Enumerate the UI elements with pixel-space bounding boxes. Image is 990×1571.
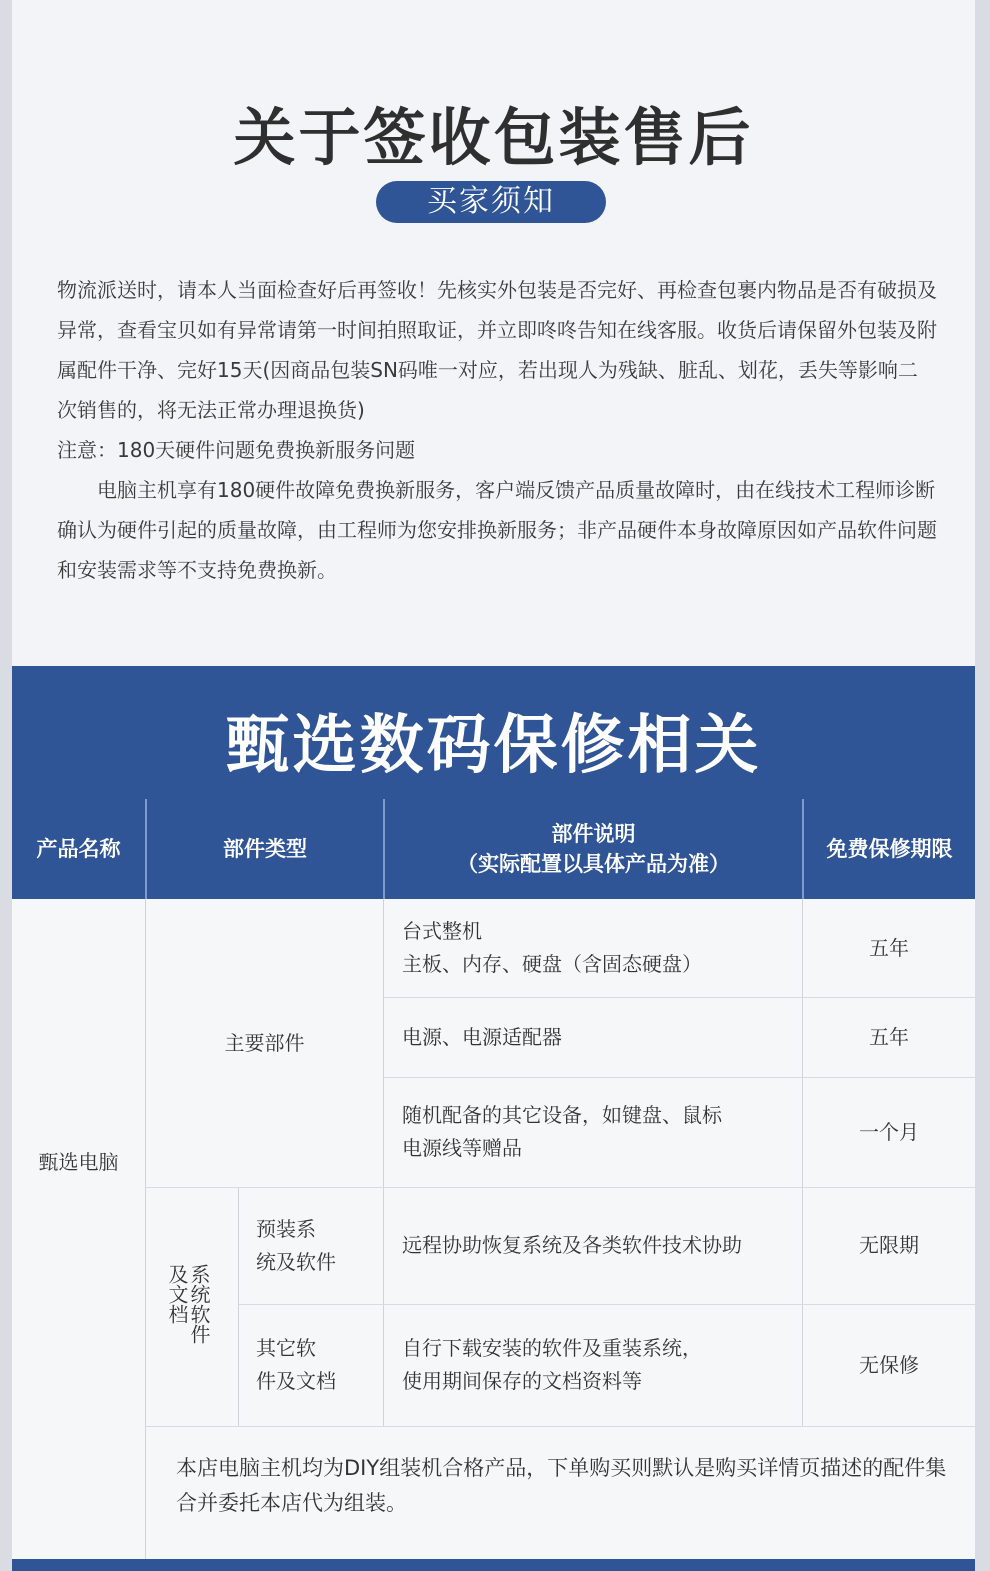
page-frame [12, 0, 975, 1571]
desc-row-1: 台式整机 主板、内存、硬盘（含固态硬盘） [402, 919, 702, 976]
warranty-banner [12, 666, 975, 799]
desc-row-5: 自行下载安装的软件及重装系统， 使用期间保存的文档资料等 [402, 1336, 702, 1393]
product-name-cell: 甄选电脑 [38, 1150, 119, 1174]
header-part-type: 部件类型 [223, 837, 307, 861]
subtype-preinstalled: 预装系 统及软件 [256, 1216, 336, 1274]
header-warranty-period: 免费保修期限 [826, 837, 953, 861]
table-header [12, 799, 975, 899]
warranty-title: 甄选数码保修相关 [225, 709, 762, 783]
main-parts-cell: 主要部件 [224, 1030, 305, 1055]
desc-row-3: 随机配备的其它设备，如键盘、鼠标 电源线等赠品 [402, 1103, 722, 1160]
period-row-2: 五年 [869, 1024, 909, 1049]
header-part-desc: 部件说明 （实际配置以具体产品为准） [457, 822, 730, 876]
software-group-label: 系统软件及文档 [165, 1264, 211, 1344]
notice-paragraph-delivery: 物流派送时，请本人当面检查好后再签收！先核实外包装是否完好、再检查包裹内物品是否有破损及异常，查看宝贝如有异常请第一时间拍照取证，并立即咚咚告知在线客服。收货后请保留外包装及附属配件干净、完好15天(因商品包装SN码唯一对应，若出现人为残缺、脏乱、划花，丢失等影响二次销售的，将无法正常办理退换货) [57, 278, 937, 422]
notice-paragraph-replacement: 电脑主机享有180硬件故障免费换新服务，客户端反馈产品质量故障时，由在线技术工程师诊断确认为硬件引起的质量故障，由工程师为您安排换新服务；非产品硬件本身故障原因如产品软件问题和安装需求等不支持免费换新。 [57, 478, 937, 582]
buyer-notice-badge: 买家须知 [376, 181, 606, 223]
assembly-note: 本店电脑主机均为DIY组装机合格产品，下单购买则默认是购买详情页描述的配件集合并委托本店代为组装。 [176, 1456, 947, 1515]
notice-text [57, 270, 937, 590]
table-body [12, 899, 975, 1559]
period-row-3: 一个月 [859, 1119, 919, 1144]
notice-paragraph-attention: 注意：180天硬件问题免费换新服务问题 [57, 438, 416, 462]
period-row-1: 五年 [869, 935, 909, 960]
period-row-5: 无保修 [859, 1352, 919, 1377]
desc-row-2: 电源、电源适配器 [402, 1024, 562, 1049]
page-title: 关于签收包装售后 [233, 101, 754, 174]
desc-row-4: 远程协助恢复系统及各类软件技术协助 [402, 1233, 742, 1257]
header-product: 产品名称 [36, 837, 121, 861]
subtype-other-software: 其它软 件及文档 [256, 1336, 336, 1393]
warranty-table [12, 799, 975, 1559]
period-row-4: 无限期 [859, 1233, 919, 1257]
bottom-bar [12, 1559, 975, 1571]
